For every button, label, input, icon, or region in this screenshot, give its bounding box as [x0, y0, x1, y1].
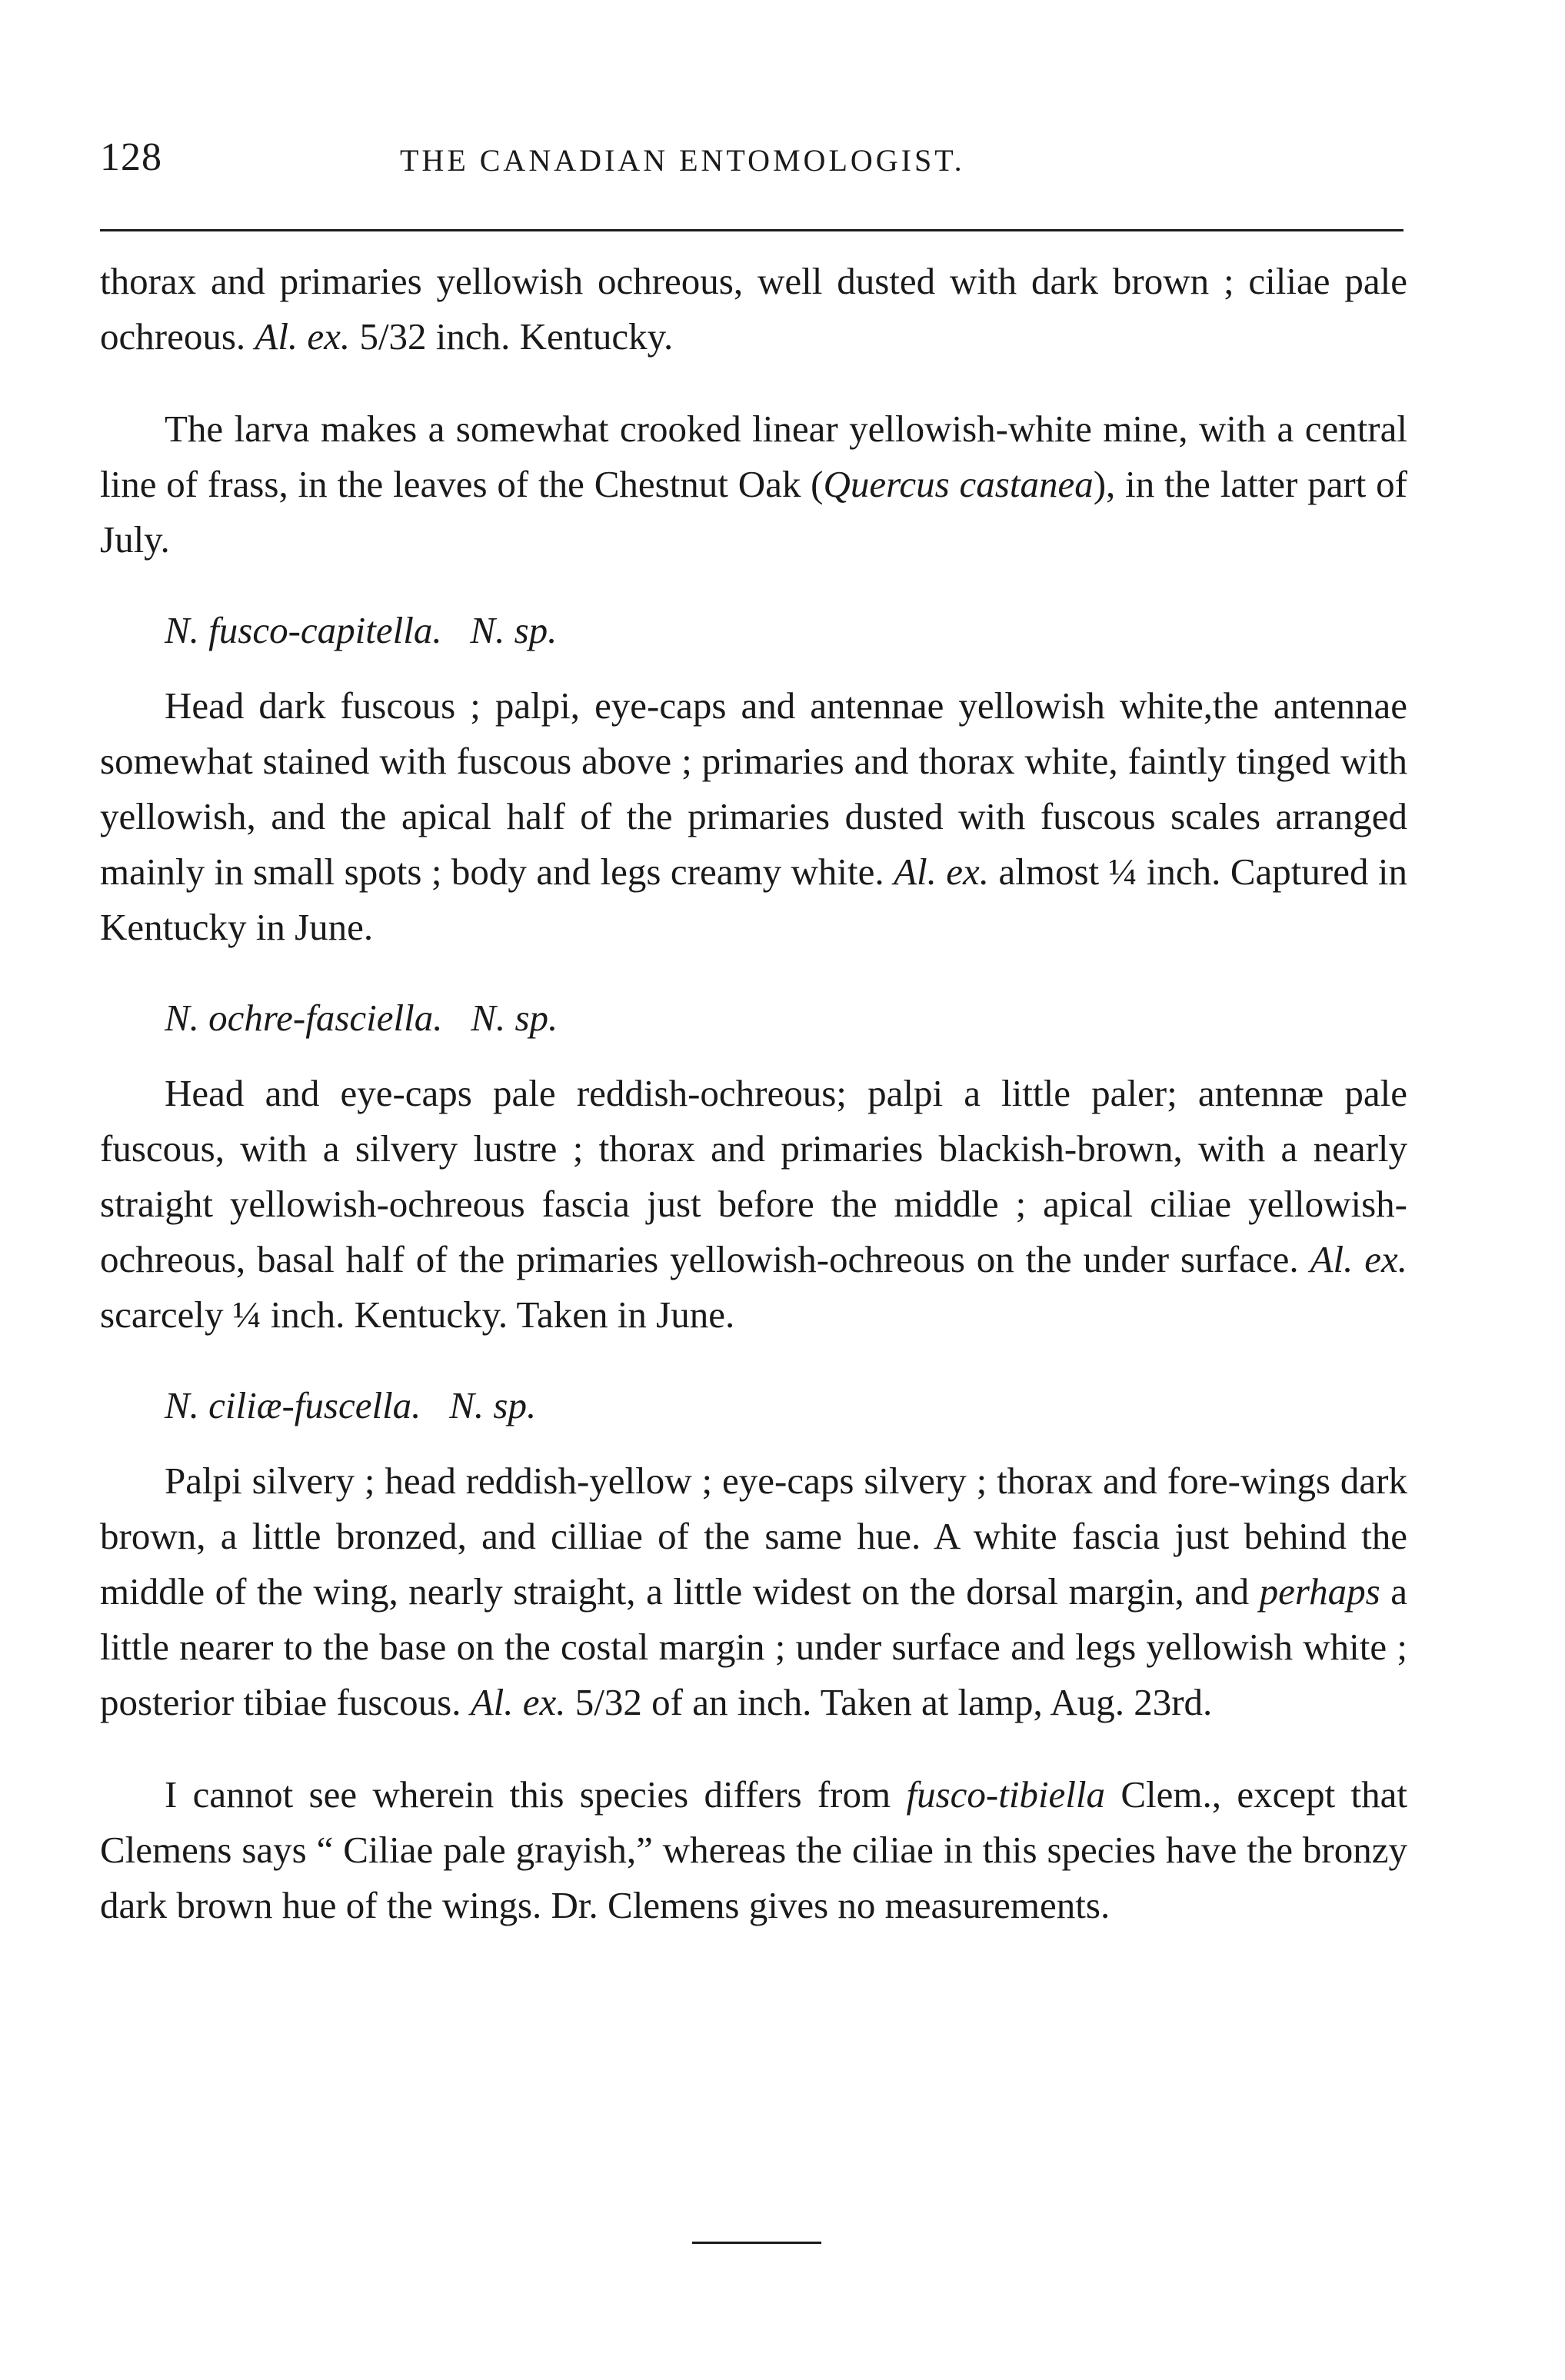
text-run: I cannot see wherein this species differs from	[165, 1773, 891, 1816]
species-heading-fusco-capitella	[100, 603, 1407, 658]
text-run-italic: Al. ex.	[255, 315, 351, 358]
text-run: The larva makes a somewhat crooked linear yellowish-white mine, with a central line of frass, in the leaves of the Chestnut Oak (	[100, 408, 1407, 505]
text-run-italic: fusco-tibiella	[906, 1773, 1106, 1816]
body-text	[100, 254, 1407, 1933]
text-run-italic: Al. ex.	[470, 1681, 566, 1723]
paragraph-fusco-capitella	[100, 678, 1407, 955]
text-run: Palpi silvery ; head reddish-yellow ; eye-caps silvery ; thorax and fore-wings dark brown, a little bronzed, and cilliae of the same hue. A white fascia just behind the middle of the wing, nearly straight, a little widest on the dorsal margin, and	[100, 1460, 1407, 1613]
text-run: Head dark fuscous ; palpi, eye-caps and antennae yellowish white,the antennae somewhat stained with fuscous above ; primaries and thorax white, faintly tinged with yellowish, and the apical half of the primaries dusted with fuscous scales arranged mainly in small spots ; body and legs creamy white.	[100, 684, 1407, 893]
paragraph-larva	[100, 401, 1407, 568]
text-run: 5/32 of an inch. Taken at lamp, Aug. 23rd.	[574, 1681, 1213, 1723]
paragraph-ochre-fasciella	[100, 1066, 1407, 1343]
running-head: THE CANADIAN ENTOMOLOGIST.	[400, 143, 965, 178]
species-status: N. sp.	[449, 1384, 537, 1426]
text-run-italic: Al. ex.	[1310, 1238, 1407, 1280]
text-run: scarcely ¼ inch. Kentucky. Taken in June.	[100, 1293, 735, 1336]
page-header	[100, 131, 1407, 185]
species-status: N. sp.	[471, 997, 558, 1039]
text-run-italic: perhaps	[1259, 1570, 1380, 1613]
text-run-italic: Quercus castanea	[823, 463, 1094, 505]
text-run: ), in the latter part of July.	[100, 463, 1408, 561]
species-status: N. sp.	[470, 609, 558, 651]
text-run-italic: Al. ex.	[894, 850, 990, 893]
paragraph-ciliae-fuscella	[100, 1453, 1407, 1730]
page-number: 128	[100, 135, 162, 179]
species-name: N. ciliæ-fuscella.	[165, 1384, 421, 1426]
species-name: N. fusco-capitella.	[165, 609, 442, 651]
text-run: 5/32 inch. Kentucky.	[359, 315, 674, 358]
species-name: N. ochre-fasciella.	[165, 997, 443, 1039]
text-run: a little nearer to the base on the costal margin ; under surface and legs yellowish white ; posterior tibiae fuscous.	[100, 1570, 1408, 1723]
text-run: thorax and primaries yellowish ochreous, well dusted with dark brown ; ciliae pale ochreous.	[100, 260, 1407, 358]
header-rule	[100, 229, 1404, 231]
paragraph-remarks	[100, 1767, 1407, 1933]
text-run: Head and eye-caps pale reddish-ochreous; palpi a little paler; antennæ pale fuscous, with a silvery lustre ; thorax and primaries blackish-brown, with a nearly straight yellowish-ochreous fascia just before the middle ; apical ciliae yellowish-ochreous, basal half of the primaries yellowish-ochreous on the under surface.	[100, 1072, 1407, 1280]
paragraph-continuation	[100, 254, 1407, 364]
end-rule	[692, 2242, 821, 2244]
text-run: almost ¼ inch. Captured in Kentucky in June.	[100, 850, 1407, 948]
species-heading-ochre-fasciella	[100, 990, 1407, 1046]
species-heading-ciliae-fuscella	[100, 1378, 1407, 1433]
text-run: Clem., except that Clemens says “ Ciliae pale grayish,” whereas the ciliae in this species have the bronzy dark brown hue of the wings. Dr. Clemens gives no measurements.	[100, 1773, 1408, 1926]
